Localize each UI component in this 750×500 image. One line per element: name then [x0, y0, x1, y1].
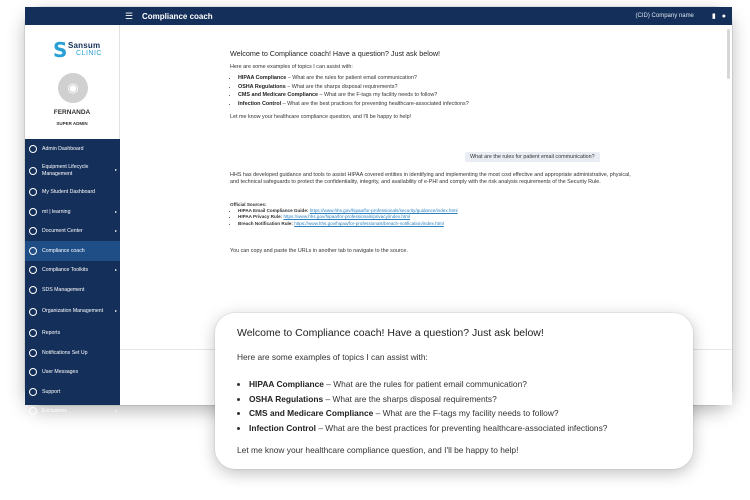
sidebar-item-document-center[interactable]: [25, 222, 120, 242]
toolkit-icon: [29, 266, 37, 274]
sidebar-item-label: mt | learning: [42, 208, 71, 215]
logo-mark-icon: S: [53, 38, 68, 62]
sidebar-item-label: Notifications Set Up: [42, 349, 88, 356]
topic-question: – What are the sharps disposal requirements?: [323, 393, 497, 404]
company-name[interactable]: (CID) Company name: [635, 13, 694, 19]
message-icon: [29, 368, 37, 376]
sidebar-item-notifications-set-up[interactable]: [25, 343, 120, 363]
topics-list: [230, 75, 640, 108]
top-bar: [25, 7, 732, 25]
dashboard-icon: [29, 145, 37, 153]
zoomed-welcome-callout: [215, 313, 693, 469]
topic-name: Infection Control: [249, 422, 316, 433]
topic-name: CMS and Medicare Compliance: [249, 408, 374, 418]
zoom-topics-intro: Here are some examples of topics I can assist with:: [237, 352, 428, 362]
sidebar-item-compliance-toolkits[interactable]: [25, 261, 120, 281]
source-link[interactable]: https://www.hhs.gov/hipaa/for-professionals/privacy/index.html: [283, 214, 411, 220]
scrollbar[interactable]: [727, 29, 730, 79]
chevron-right-icon: ▸: [114, 408, 117, 413]
zoom-topic-item: [249, 421, 607, 436]
topic-question: – What are the F-tags my facility needs to follow?: [317, 92, 438, 98]
topic-name: OSHA Regulations: [249, 393, 324, 404]
organization-icon: [29, 308, 37, 316]
topic-item: [238, 92, 640, 100]
page-title: Compliance coach: [142, 11, 213, 21]
sds-icon: [29, 286, 37, 294]
topics-intro: Here are some examples of topics I can assist with:: [230, 63, 353, 70]
zoom-topic-item: [249, 392, 607, 407]
sidebar-header: [25, 25, 120, 139]
document-icon: [29, 227, 37, 235]
sources-list: [230, 208, 640, 227]
sidebar-item-mt-learning[interactable]: [25, 202, 120, 222]
sidebar-item-compliance-coach[interactable]: [25, 241, 120, 261]
sidebar-item-label: My Student Dashboard: [42, 189, 96, 195]
chevron-right-icon: ▸: [114, 308, 117, 314]
topic-name: HIPAA Compliance: [238, 75, 287, 81]
hamburger-menu-icon[interactable]: ☰: [124, 10, 134, 21]
logo-sub: CLINIC: [76, 50, 102, 57]
sidebar-item-exclusions[interactable]: [25, 402, 120, 422]
topic-name: OSHA Regulations: [238, 83, 286, 90]
welcome-title: Welcome to Compliance coach! Have a question? Just ask below!: [230, 49, 441, 58]
sidebar-item-label: Equipment Lifecycle Management: [42, 164, 89, 177]
sidebar-item-equipment-lifecycle-management[interactable]: [25, 159, 120, 183]
source-label: HIPAA Privacy Rule:: [238, 214, 283, 220]
sidebar-item-label: Compliance Toolkits: [42, 267, 89, 273]
sidebar-item-label: Reports: [42, 330, 61, 336]
bot-answer: HHS has developed guidance and tools to assist HIPAA covered entities in identifying and implementing the most cost effective and appropriate administrative, physical, and technical safeguards to protect the confidentiality, integrity, and availability of e-PHI and comply with the risk analysis requirements of the Security Rule.: [230, 172, 631, 186]
sidebar-item-label: User Messages: [42, 369, 79, 375]
chevron-right-icon: ▸: [114, 208, 117, 214]
chevron-right-icon: ▸: [114, 267, 117, 272]
topic-question: – What are the rules for patient email communication?: [323, 379, 527, 389]
sidebar-item-label: Organization Management: [42, 308, 104, 315]
zoom-topics-list: [237, 377, 607, 435]
sidebar-item-organization-management[interactable]: [25, 300, 120, 324]
topic-name: Infection Control: [238, 100, 282, 107]
source-label: Breach Notification Rule:: [238, 220, 293, 226]
sidebar-item-label: Compliance coach: [42, 247, 85, 254]
topic-item: [238, 75, 640, 83]
avatar-camera-icon[interactable]: ◉: [58, 73, 88, 103]
notification-icon[interactable]: ▮: [711, 13, 716, 20]
user-role: SUPER ADMIN: [56, 121, 88, 126]
topic-name: CMS and Medicare Compliance: [238, 92, 318, 98]
topic-question: – What are the sharps disposal requirements?: [285, 83, 398, 90]
support-icon: [29, 388, 37, 396]
topic-question: – What are the best practices for preventing healthcare-associated infections?: [316, 422, 608, 433]
sidebar-nav: [25, 139, 120, 421]
user-avatar-icon[interactable]: ●: [721, 12, 726, 20]
user-message: What are the rules for patient email communication?: [465, 152, 600, 162]
logo-name: Sansum: [68, 41, 101, 50]
source-link[interactable]: https://www.hhs.gov/hipaa/for-professionals/security/guidance/index.html: [309, 208, 458, 214]
source-label: HIPAA Email Compliance Guide:: [238, 208, 309, 214]
welcome-outro: Let me know your healthcare compliance question, and I'll be happy to help!: [230, 114, 412, 120]
bell-icon: [29, 349, 37, 357]
sansum-clinic-logo[interactable]: [53, 38, 102, 62]
zoom-topic-item: [249, 406, 607, 421]
sidebar-item-label: Document Center: [42, 228, 83, 234]
sidebar: [25, 25, 120, 414]
topic-item: [238, 101, 640, 109]
wrench-icon: [29, 167, 37, 175]
sidebar-item-label: Exclusions: [42, 408, 67, 414]
sidebar-item-sds-management[interactable]: [25, 280, 120, 300]
sidebar-item-user-messages[interactable]: [25, 363, 120, 383]
topic-name: HIPAA Compliance: [249, 379, 324, 389]
source-link[interactable]: https://www.hhs.gov/hipaa/for-professionals/breach-notification/index.html: [294, 220, 444, 226]
topic-question: – What are the best practices for preventing healthcare-associated infections?: [281, 100, 469, 107]
official-sources: [230, 202, 640, 227]
chevron-right-icon: ▸: [114, 228, 117, 233]
source-item: [238, 221, 640, 227]
topic-question: – What are the F-tags my facility needs to follow?: [373, 408, 559, 418]
sidebar-item-admin-dashboard[interactable]: [25, 139, 120, 159]
student-icon: [29, 188, 37, 196]
sidebar-item-label: Admin Dashboard: [42, 145, 84, 152]
sidebar-item-reports[interactable]: [25, 324, 120, 344]
exclusions-icon: [29, 407, 37, 415]
copy-note: You can copy and paste the URLs in another tab to navigate to the source.: [230, 248, 408, 254]
user-name: FERNANDA: [53, 109, 91, 116]
chat-icon: [29, 247, 37, 255]
zoom-welcome-title: Welcome to Compliance coach! Have a question? Just ask below!: [237, 327, 544, 339]
reports-icon: [29, 329, 37, 337]
chevron-right-icon: ▸: [114, 167, 117, 173]
topic-question: – What are the rules for patient email communication?: [286, 75, 417, 81]
topic-item: [238, 84, 640, 92]
bot-welcome-message: [230, 50, 640, 122]
zoom-welcome-outro: Let me know your healthcare compliance question, and I'll be happy to help!: [237, 445, 519, 455]
sidebar-item-my-student-dashboard[interactable]: [25, 183, 120, 203]
sidebar-item-support[interactable]: [25, 382, 120, 402]
sources-title: Official Sources:: [230, 202, 267, 207]
sidebar-item-label: SDS Management: [42, 286, 85, 293]
learning-icon: [29, 208, 37, 216]
zoom-topic-item: [249, 377, 607, 392]
sidebar-item-label: Support: [42, 388, 61, 395]
